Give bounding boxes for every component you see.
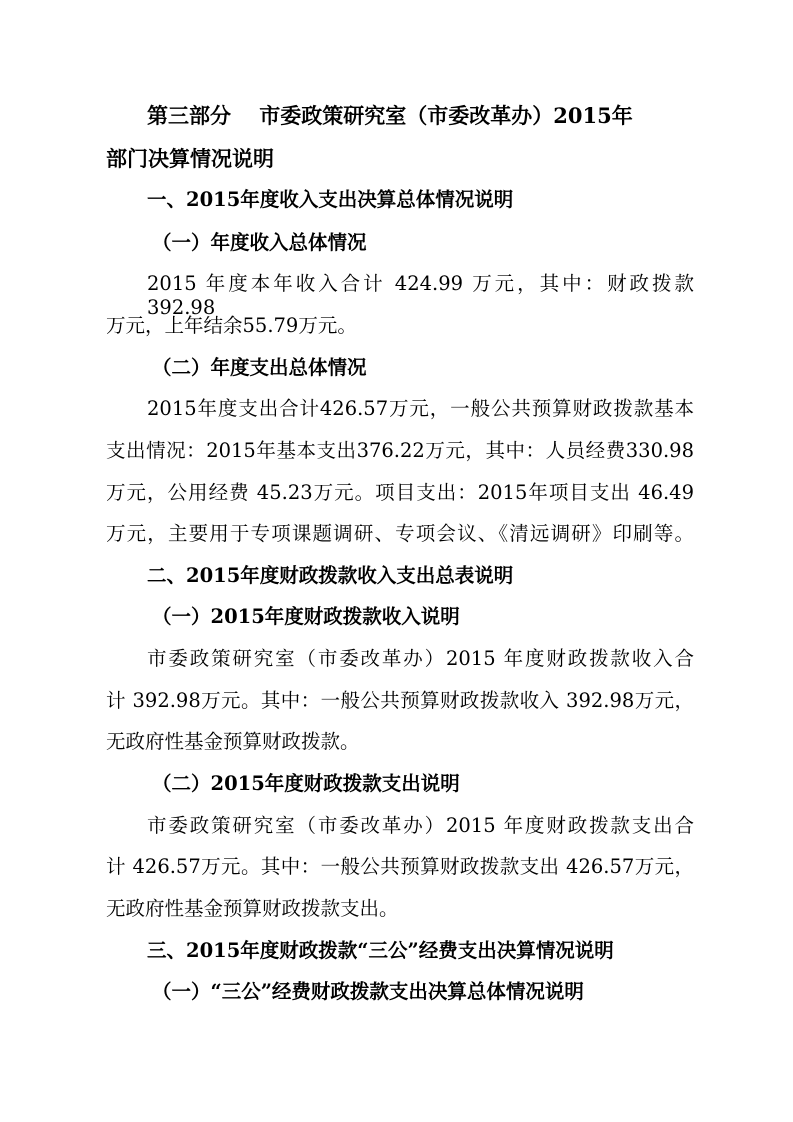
paragraph-line: 万元，公用经费 45.23万元。项目支出：2015年项目支出 46.49 <box>106 481 694 504</box>
document-title-line-2: 部门决算情况说明 <box>106 146 274 171</box>
paragraph-line: 无政府性基金预算财政拨款支出。 <box>106 897 399 920</box>
section-heading-1: 一、2015年度收入支出决算总体情况说明 <box>147 188 514 211</box>
document-title-line-1: 第三部分 市委政策研究室（市委改革办）2015年 <box>147 103 633 128</box>
paragraph-line: 计 392.98万元。其中：一般公共预算财政拨款收入 392.98万元， <box>106 689 694 712</box>
paragraph-line: 市委政策研究室（市委改革办）2015 年度财政拨款支出合 <box>147 814 694 837</box>
subsection-heading-2-1: （一）2015年度财政拨款收入说明 <box>152 605 460 628</box>
subsection-heading-3-1: （一）“三公”经费财政拨款支出决算总体情况说明 <box>152 980 584 1003</box>
subsection-heading-2-2: （二）2015年度财政拨款支出说明 <box>152 772 460 795</box>
paragraph-line: 万元，主要用于专项课题调研、专项会议、《清远调研》印刷等。 <box>106 522 694 545</box>
subsection-heading-1-2: （二）年度支出总体情况 <box>152 356 367 379</box>
paragraph-line: 市委政策研究室（市委改革办）2015 年度财政拨款收入合 <box>147 647 694 670</box>
paragraph-line: 2015 年度本年收入合计 424.99 万元，其中：财政拨款 392.98 <box>147 272 694 319</box>
paragraph-line: 无政府性基金预算财政拨款。 <box>106 730 360 753</box>
section-heading-2: 二、2015年度财政拨款收入支出总表说明 <box>147 564 514 587</box>
paragraph-line: 万元，上年结余55.79万元。 <box>106 314 357 337</box>
section-heading-3: 三、2015年度财政拨款“三公”经费支出决算情况说明 <box>147 939 614 962</box>
paragraph-line: 2015年度支出合计426.57万元，一般公共预算财政拨款基本 <box>147 397 694 420</box>
paragraph-line: 计 426.57万元。其中：一般公共预算财政拨款支出 426.57万元， <box>106 855 694 878</box>
paragraph-line: 支出情况：2015年基本支出376.22万元，其中：人员经费330.98 <box>106 439 694 462</box>
subsection-heading-1-1: （一）年度收入总体情况 <box>152 231 367 254</box>
